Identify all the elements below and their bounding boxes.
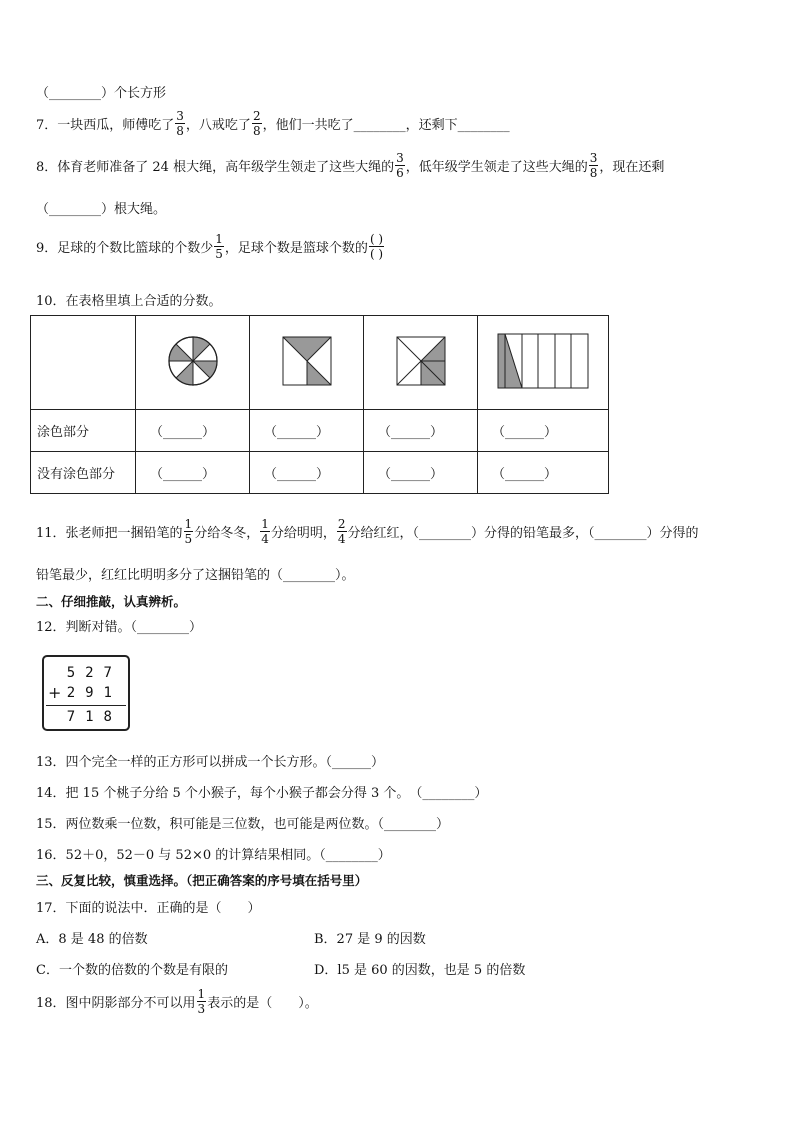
fraction: $\frac{1}{3}$ bbox=[197, 987, 206, 1016]
answer-blank[interactable]: （______） bbox=[136, 452, 250, 494]
addend-1: 527 bbox=[66, 665, 122, 681]
circle-figure bbox=[166, 334, 220, 388]
option-d[interactable]: D．l5 是 60 的因数，也是 5 的倍数 bbox=[314, 963, 526, 978]
option-c[interactable]: C．一个数的倍数的个数是有限的 bbox=[36, 963, 228, 978]
question-16: 16．52＋0，52－0 与 52×0 的计算结果相同。（________） bbox=[36, 848, 391, 863]
fraction: $\frac{3}{8}$ bbox=[589, 151, 598, 180]
fraction: $\frac{1}{4}$ bbox=[261, 517, 269, 546]
section-2-heading: 二、仔细推敲，认真辨析。 bbox=[36, 594, 187, 609]
answer-blank[interactable]: （______） bbox=[478, 410, 609, 452]
table-corner bbox=[31, 316, 136, 410]
fraction: $\frac{3}{6}$ bbox=[396, 151, 404, 180]
figure-rectangle-cell bbox=[478, 316, 609, 410]
sum-line bbox=[46, 705, 126, 706]
question-11-line2: 铅笔最少，红红比明明多分了这捆铅笔的（________）。 bbox=[36, 568, 355, 583]
question-10-title: 10．在表格里填上合适的分数。 bbox=[36, 294, 222, 309]
question-17: 17．下面的说法中．正确的是（ ） bbox=[36, 901, 261, 916]
q6-tail: （________）个长方形 bbox=[36, 86, 167, 101]
fraction-table bbox=[30, 315, 609, 494]
row-label-shaded: 涂色部分 bbox=[31, 410, 136, 452]
sum: 718 bbox=[66, 709, 122, 725]
fraction: $\frac{1}{5}$ bbox=[215, 232, 223, 261]
question-13: 13．四个完全一样的正方形可以拼成一个长方形。（______） bbox=[36, 755, 385, 770]
fraction: $\frac{2}{4}$ bbox=[337, 517, 346, 546]
answer-blank[interactable]: （______） bbox=[364, 452, 478, 494]
question-8-line2: （________）根大绳。 bbox=[36, 202, 167, 217]
option-a[interactable]: A．8 是 48 的倍数 bbox=[36, 932, 148, 947]
addition-problem bbox=[42, 655, 130, 731]
question-15: 15．两位数乘一位数，积可能是三位数，也可能是两位数。（________） bbox=[36, 817, 450, 832]
question-9: 9．足球的个数比篮球的个数少 $\frac{1}{5}$ ，足球个数是篮球个数的 $\frac{( )}{( )}$ bbox=[36, 232, 384, 261]
row-label-unshaded: 没有涂色部分 bbox=[31, 452, 136, 494]
answer-blank[interactable]: （______） bbox=[250, 452, 364, 494]
plus-sign: + bbox=[48, 683, 62, 702]
fraction: $\frac{3}{8}$ bbox=[176, 109, 184, 138]
addend-2: 291 bbox=[66, 685, 122, 701]
question-7: 7．一块西瓜，师傅吃了 $\frac{3}{8}$ ，八戒吃了 $\frac{2}{8}$ ，他们一共吃了________，还剩下________ bbox=[36, 109, 510, 138]
figure-square-1-cell bbox=[250, 316, 364, 410]
fraction: $\frac{2}{8}$ bbox=[252, 109, 261, 138]
fraction: $\frac{1}{5}$ bbox=[184, 517, 193, 546]
answer-blank[interactable]: （______） bbox=[364, 410, 478, 452]
answer-blank[interactable]: （______） bbox=[478, 452, 609, 494]
fraction: $\frac{( )}{( )}$ bbox=[369, 232, 384, 261]
section-3-heading: 三、反复比较，慎重选择。（把正确答案的序号填在括号里） bbox=[36, 873, 368, 888]
question-14: 14．把 15 个桃子分给 5 个小猴子，每个小猴子都会分得 3 个。 （________） bbox=[36, 786, 488, 801]
answer-blank[interactable]: （______） bbox=[136, 410, 250, 452]
question-18: 18．图中阴影部分不可以用 $\frac{1}{3}$ 表示的是（ ）。 bbox=[36, 987, 318, 1016]
answer-blank[interactable]: （______） bbox=[250, 410, 364, 452]
question-12: 12．判断对错。（________） bbox=[36, 620, 203, 635]
question-8: 8．体育老师准备了 24 根大绳，高年级学生领走了这些大绳的 $\frac{3}{6}$ ，低年级学生领走了这些大绳的 $\frac{3}{8}$ ，现在还剩 bbox=[36, 151, 665, 180]
square-figure-1 bbox=[282, 336, 332, 386]
rectangle-figure bbox=[497, 333, 589, 389]
option-b[interactable]: B．27 是 9 的因数 bbox=[314, 932, 426, 947]
square-figure-2 bbox=[396, 336, 446, 386]
figure-circle-cell bbox=[136, 316, 250, 410]
question-11: 11．张老师把一捆铅笔的 $\frac{1}{5}$ 分给冬冬， $\frac{1}{4}$ 分给明明， $\frac{2}{4}$ 分给红红，（________）分得的铅笔最多，（________）分得的 bbox=[36, 517, 699, 546]
figure-square-2-cell bbox=[364, 316, 478, 410]
